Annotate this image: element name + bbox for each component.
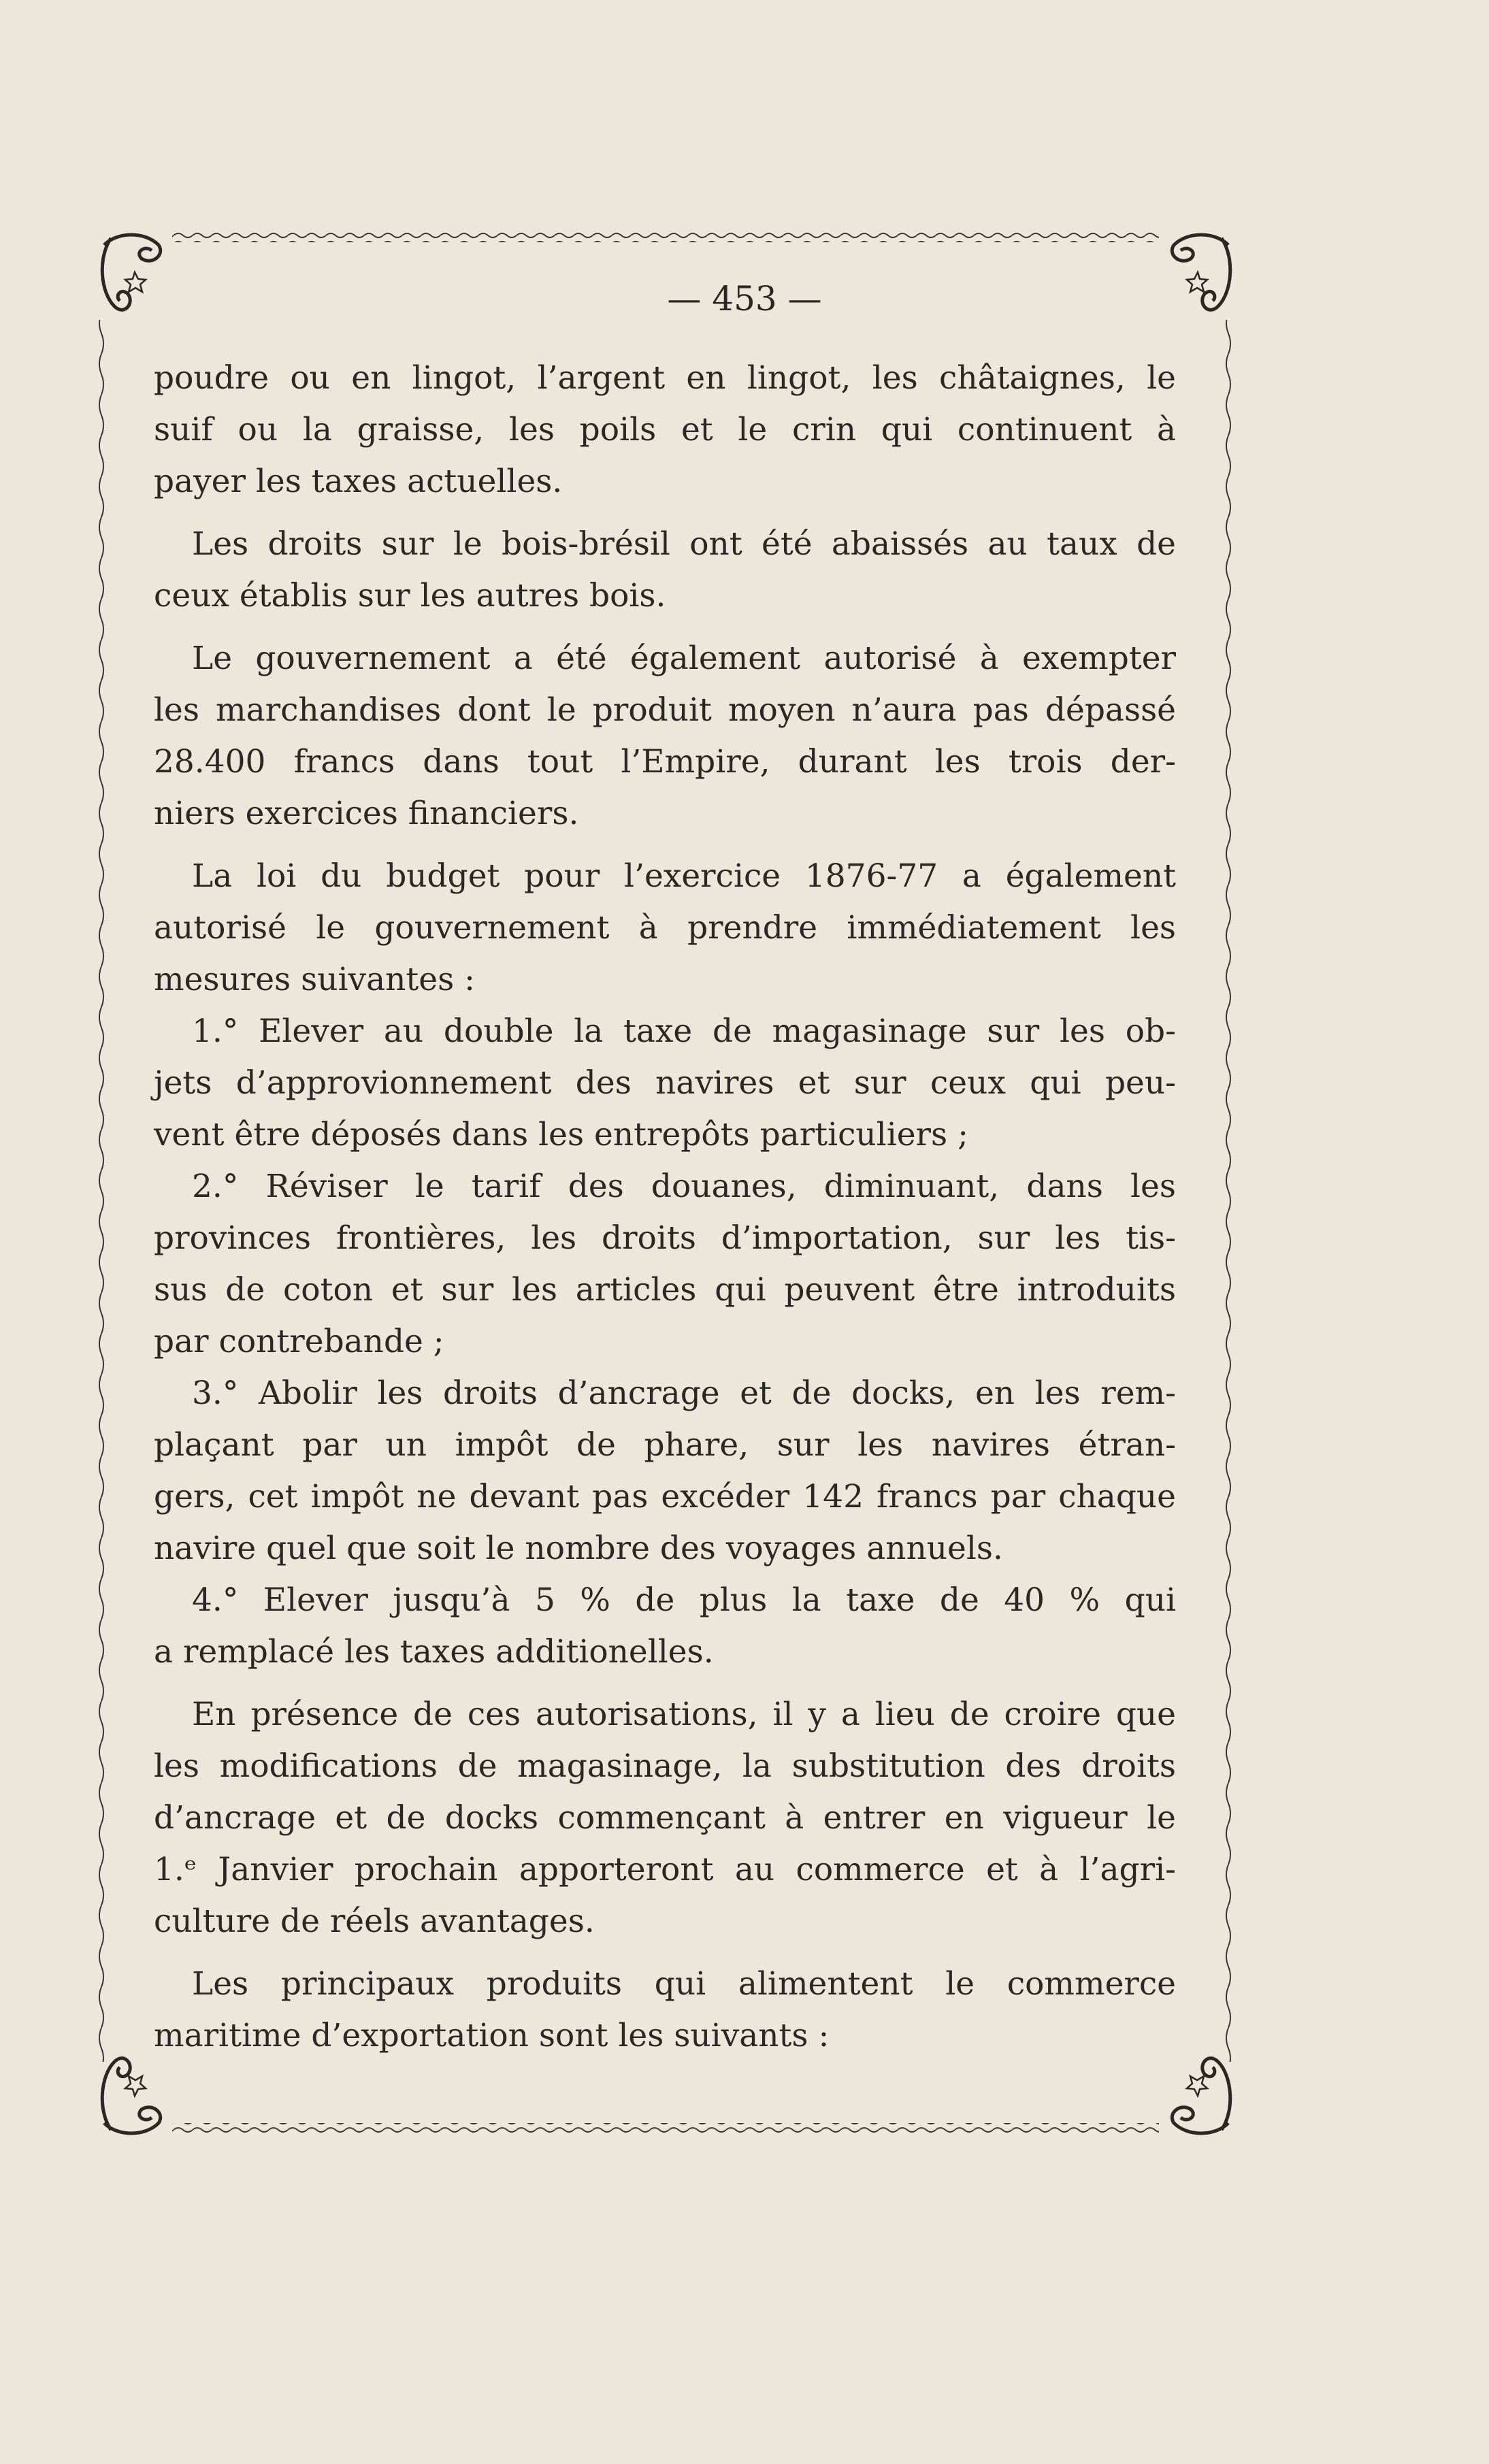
paragraph bbox=[154, 633, 1176, 840]
text-line: 3.° Abolir les droits d’ancrage et de docks, en les rem- bbox=[192, 1375, 1176, 1412]
text-line: a remplacé les taxes additionelles. bbox=[154, 1633, 714, 1671]
text-line: maritime d’exportation sont les suivants : bbox=[154, 2017, 830, 2054]
paragraph bbox=[154, 1958, 1176, 2062]
paragraph bbox=[154, 1689, 1176, 1948]
text-line: Les droits sur le bois-brésil ont été abaissés au taux de bbox=[192, 525, 1176, 563]
text-line: gers, cet impôt ne devant pas excéder 142 francs par chaque bbox=[154, 1478, 1176, 1515]
text-line: culture de réels avantages. bbox=[154, 1903, 595, 1940]
text-line: 1.ᵉ Janvier prochain apporteront au commerce et à l’agri- bbox=[154, 1851, 1176, 1888]
text-line: ceux établis sur les autres bois. bbox=[154, 577, 666, 614]
text-line: sus de coton et sur les articles qui peuvent être introduits bbox=[154, 1271, 1176, 1309]
paragraph bbox=[154, 352, 1176, 508]
text-line: navire quel que soit le nombre des voyages annuels. bbox=[154, 1530, 1003, 1567]
paragraph bbox=[154, 519, 1176, 622]
paragraph bbox=[154, 1161, 1176, 1368]
text-line: 2.° Réviser le tarif des douanes, diminuant, dans les bbox=[192, 1168, 1176, 1205]
body-text bbox=[154, 352, 1176, 2062]
text-line: 28.400 francs dans tout l’Empire, durant les trois der- bbox=[154, 743, 1176, 781]
text-line: les modifications de magasinage, la substitution des droits bbox=[154, 1747, 1176, 1785]
paragraph bbox=[154, 1006, 1176, 1161]
text-line: payer les taxes actuelles. bbox=[154, 463, 563, 500]
text-line: autorisé le gouvernement à prendre immédiatement les bbox=[154, 909, 1176, 947]
text-line: vent être déposés dans les entrepôts particuliers ; bbox=[154, 1116, 968, 1153]
text-line: Les principaux produits qui alimentent le commerce bbox=[192, 1965, 1176, 2003]
paragraph bbox=[154, 851, 1176, 1006]
text-line: 1.° Elever au double la taxe de magasinage sur les ob- bbox=[192, 1013, 1176, 1050]
paragraph bbox=[154, 1368, 1176, 1575]
text-line: les marchandises dont le produit moyen n’aura pas dépassé bbox=[154, 691, 1176, 729]
text-line: d’ancrage et de docks commençant à entrer en vigueur le bbox=[154, 1799, 1176, 1837]
text-line: poudre ou en lingot, l’argent en lingot, les châtaignes, le bbox=[154, 359, 1176, 397]
text-line: niers exercices financiers. bbox=[154, 795, 579, 832]
text-line: mesures suivantes : bbox=[154, 961, 475, 998]
text-line: provinces frontières, les droits d’importation, sur les tis- bbox=[154, 1219, 1176, 1257]
paragraph bbox=[154, 1575, 1176, 1678]
text-line: 4.° Elever jusqu’à 5 % de plus la taxe de 40 % qui bbox=[192, 1581, 1176, 1619]
text-line: suif ou la graisse, les poils et le crin qui continuent à bbox=[154, 411, 1176, 448]
text-line: par contrebande ; bbox=[154, 1323, 444, 1360]
text-line: Le gouvernement a été également autorisé à exempter bbox=[192, 640, 1176, 677]
text-line: La loi du budget pour l’exercice 1876-77 a également bbox=[192, 857, 1176, 895]
text-line: En présence de ces autorisations, il y a lieu de croire que bbox=[192, 1696, 1176, 1733]
text-line: jets d’approvionnement des navires et sur ceux qui peu- bbox=[154, 1064, 1176, 1102]
text-line: plaçant par un impôt de phare, sur les navires étran- bbox=[154, 1426, 1176, 1464]
page-number: — 453 — bbox=[667, 279, 822, 318]
